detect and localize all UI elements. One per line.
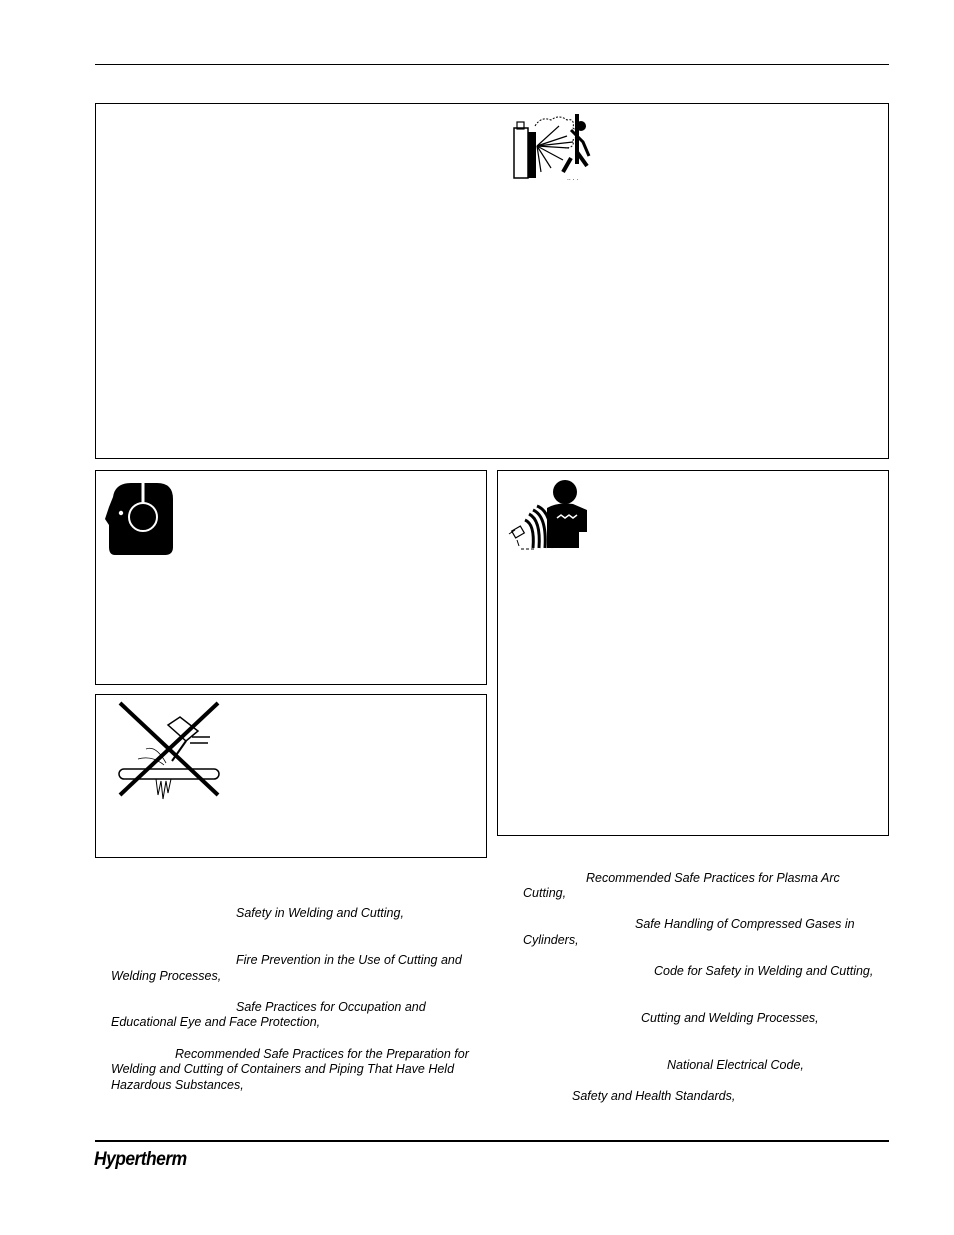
hearing-protection-icon <box>103 477 175 557</box>
reference-line: Safe Practices for Occupation and <box>236 1000 426 1014</box>
cylinder-explosion-section <box>95 103 889 459</box>
reference-line: Safety and Health Standards, <box>572 1089 736 1103</box>
pacemaker-emf-section <box>497 470 889 836</box>
footer-rule <box>95 1140 889 1142</box>
reference-line: Fire Prevention in the Use of Cutting and <box>236 953 462 967</box>
svg-text:·· · ·: ·· · · <box>567 177 579 184</box>
no-cutting-closed-container-icon <box>116 699 226 801</box>
reference-line: Welding Processes, <box>111 969 222 983</box>
cylinder-explosion-icon <box>511 112 593 184</box>
hearing-protection-section <box>95 470 487 685</box>
header-rule <box>95 64 889 65</box>
closed-container-section <box>95 694 487 858</box>
reference-line: Code for Safety in Welding and Cutting, <box>654 964 874 978</box>
reference-line: Cutting and Welding Processes, <box>641 1011 819 1025</box>
reference-line: Safety in Welding and Cutting, <box>236 906 404 920</box>
reference-line: Safe Handling of Compressed Gases in <box>635 917 855 931</box>
reference-line: Cutting, <box>523 886 567 900</box>
reference-line: Recommended Safe Practices for the Preparation for <box>175 1047 469 1061</box>
reference-line: Hazardous Substances, <box>111 1078 244 1092</box>
brand-logo: Hypertherm <box>94 1149 187 1170</box>
pacemaker-emf-icon <box>507 476 591 552</box>
reference-line: National Electrical Code, <box>667 1058 804 1072</box>
reference-line: Welding and Cutting of Containers and Piping That Have Held <box>111 1062 455 1076</box>
reference-line: Educational Eye and Face Protection, <box>111 1015 321 1029</box>
reference-line: Recommended Safe Practices for Plasma Arc <box>586 871 840 885</box>
reference-line: Cylinders, <box>523 933 579 947</box>
